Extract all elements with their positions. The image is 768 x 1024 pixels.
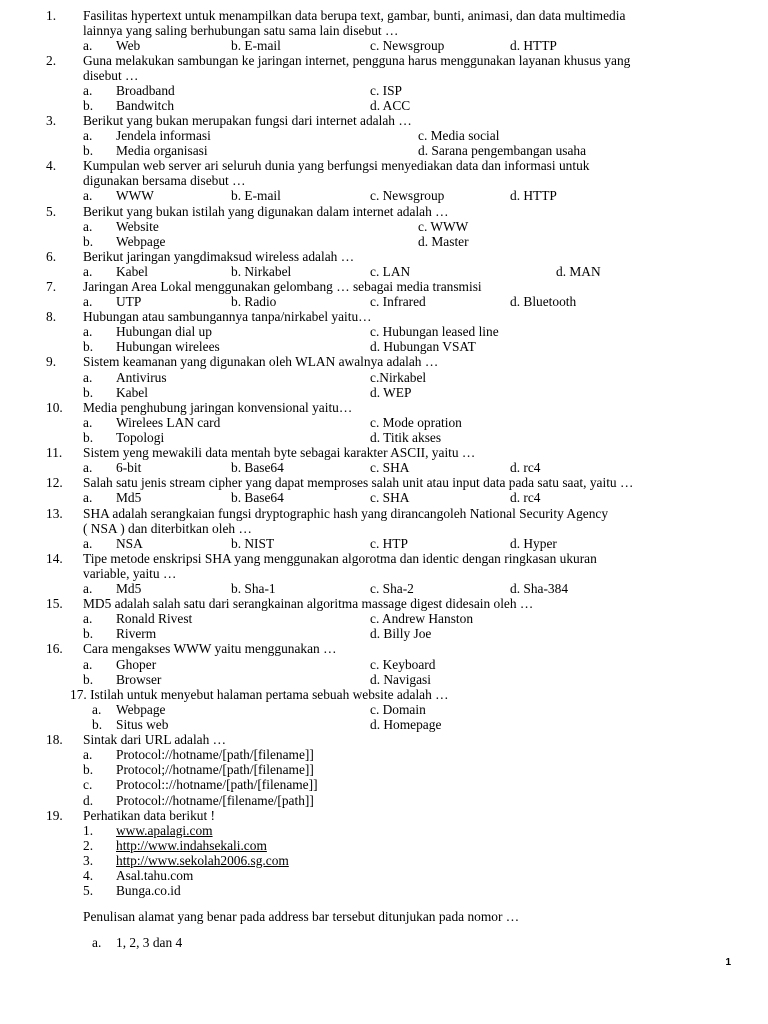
q10-option-a: Wirelees LAN card	[116, 415, 221, 430]
q15-option-b-label: b.	[83, 626, 94, 641]
q13-option-c: c. HTP	[370, 536, 408, 551]
q7-option-b: b. Radio	[231, 294, 277, 309]
q10-number: 10.	[46, 400, 63, 415]
q13-option-a: NSA	[116, 536, 143, 551]
q19-item-link[interactable]: www.apalagi.com	[116, 823, 213, 838]
q2-text-line1: Guna melakukan sambungan ke jaringan internet, pengguna harus menggunakan layanan khusus yang	[83, 53, 631, 68]
q6-option-a-label: a.	[83, 264, 93, 279]
q19-item-number: 1.	[83, 823, 94, 838]
q15-number: 15.	[46, 596, 63, 611]
q4-option-a-label: a.	[83, 188, 93, 203]
q19-option-a-label: a.	[92, 935, 102, 950]
q3-text-line1: Berikut yang bukan merupakan fungsi dari internet adalah …	[83, 113, 412, 128]
q17-text-line1: 17. Istilah untuk menyebut halaman pertama sebuah website adalah …	[70, 687, 449, 702]
q5-option-c: c. WWW	[418, 219, 469, 234]
q2-number: 2.	[46, 53, 57, 68]
q19-item-number: 3.	[83, 853, 94, 868]
q9-option-a-label: a.	[83, 370, 93, 385]
q12-number: 12.	[46, 475, 63, 490]
q13-number: 13.	[46, 506, 63, 521]
q12-option-b: b. Base64	[231, 490, 284, 505]
q1-option-b: b. E-mail	[231, 38, 281, 53]
q13-text-line1: SHA adalah serangkaian fungsi dryptographic hash yang dirancangoleh National Security Agency	[83, 506, 609, 521]
q7-option-a-label: a.	[83, 294, 93, 309]
q2-option-a: Broadband	[116, 83, 175, 98]
q9-option-b: Kabel	[116, 385, 148, 400]
q1-option-d: d. HTTP	[510, 38, 557, 53]
q11-text-line1: Sistem yeng mewakili data mentah byte sebagai karakter ASCII, yaitu …	[83, 445, 476, 460]
q10-option-d: d. Titik akses	[370, 430, 442, 445]
q4-option-c: c. Newsgroup	[370, 188, 445, 203]
q8-number: 8.	[46, 309, 57, 324]
q7-text-line1: Jaringan Area Lokal menggunakan gelombang … sebagai media transmisi	[83, 279, 482, 294]
q9-text-line1: Sistem keamanan yang digunakan oleh WLAN awalnya adalah …	[83, 354, 439, 369]
q1-text-line2: lainnya yang saling berhubungan satu sama lain disebut …	[83, 23, 399, 38]
q11-option-b: b. Base64	[231, 460, 284, 475]
q1-option-c: c. Newsgroup	[370, 38, 445, 53]
q6-number: 6.	[46, 249, 57, 264]
q15-option-a: Ronald Rivest	[116, 611, 193, 626]
q18-option-c-label: c.	[83, 777, 93, 792]
q14-option-a-label: a.	[83, 581, 93, 596]
q18-option-c: Protocol:://hotname/[path/[filename]]	[116, 777, 318, 792]
q16-text-line1: Cara mengakses WWW yaitu menggunakan …	[83, 641, 337, 656]
q7-option-c: c. Infrared	[370, 294, 426, 309]
q10-option-b: Topologi	[116, 430, 165, 445]
q12-option-d: d. rc4	[510, 490, 541, 505]
q18-number: 18.	[46, 732, 63, 747]
q14-text-line2: variable, yaitu …	[83, 566, 177, 581]
q16-option-a-label: a.	[83, 657, 93, 672]
q6-option-c: c. LAN	[370, 264, 411, 279]
q2-option-c: c. ISP	[370, 83, 402, 98]
q13-option-a-label: a.	[83, 536, 93, 551]
q8-option-a-label: a.	[83, 324, 93, 339]
q7-option-a: UTP	[116, 294, 142, 309]
q6-option-a: Kabel	[116, 264, 148, 279]
q11-option-c: c. SHA	[370, 460, 410, 475]
q6-option-d: d. MAN	[556, 264, 601, 279]
q8-option-b-label: b.	[83, 339, 94, 354]
q18-option-d-label: d.	[83, 793, 94, 808]
q2-option-a-label: a.	[83, 83, 93, 98]
q16-option-a: Ghoper	[116, 657, 157, 672]
q15-option-c: c. Andrew Hanston	[370, 611, 474, 626]
q5-option-a-label: a.	[83, 219, 93, 234]
q7-number: 7.	[46, 279, 57, 294]
q18-option-b-label: b.	[83, 762, 94, 777]
q19-option-a: 1, 2, 3 dan 4	[116, 935, 183, 950]
q8-option-d: d. Hubungan VSAT	[370, 339, 476, 354]
q19-item-number: 5.	[83, 883, 94, 898]
q4-option-d: d. HTTP	[510, 188, 557, 203]
q12-option-a: Md5	[116, 490, 142, 505]
q3-option-d: d. Sarana pengembangan usaha	[418, 143, 587, 158]
q18-text-line1: Sintak dari URL adalah …	[83, 732, 227, 747]
q17-option-a: Webpage	[116, 702, 166, 717]
q9-option-c: c.Nirkabel	[370, 370, 427, 385]
q4-option-a: WWW	[116, 188, 154, 203]
q18-option-a-label: a.	[83, 747, 93, 762]
q12-option-c: c. SHA	[370, 490, 410, 505]
q2-text-line2: disebut …	[83, 68, 139, 83]
q16-option-d: d. Navigasi	[370, 672, 431, 687]
q6-option-b: b. Nirkabel	[231, 264, 292, 279]
q9-number: 9.	[46, 354, 57, 369]
q13-text-line2: ( NSA ) dan diterbitkan oleh …	[83, 521, 252, 536]
q15-option-a-label: a.	[83, 611, 93, 626]
q19-item-text: Asal.tahu.com	[116, 868, 194, 883]
q4-number: 4.	[46, 158, 57, 173]
q15-text-line1: MD5 adalah salah satu dari serangkainan algoritma massage digest didesain oleh …	[83, 596, 534, 611]
q8-option-c: c. Hubungan leased line	[370, 324, 499, 339]
q10-option-b-label: b.	[83, 430, 94, 445]
q4-option-b: b. E-mail	[231, 188, 281, 203]
q16-number: 16.	[46, 641, 63, 656]
q5-option-a: Website	[116, 219, 159, 234]
q9-option-a: Antivirus	[116, 370, 167, 385]
q14-option-a: Md5	[116, 581, 142, 596]
q1-option-a-label: a.	[83, 38, 93, 53]
q3-option-b-label: b.	[83, 143, 94, 158]
q10-option-c: c. Mode opration	[370, 415, 462, 430]
q14-text-line1: Tipe metode enskripsi SHA yang menggunakan algorotma dan identic dengan ringkasan ukuran	[83, 551, 597, 566]
q3-option-a-label: a.	[83, 128, 93, 143]
q19-question: Penulisan alamat yang benar pada address bar tersebut ditunjukan pada nomor …	[83, 909, 520, 924]
q4-text-line1: Kumpulan web server ari seluruh dunia yang berfungsi menyediakan data dan informasi untuk	[83, 158, 590, 173]
q14-option-d: d. Sha-384	[510, 581, 569, 596]
q19-number: 19.	[46, 808, 63, 823]
q17-option-a-label: a.	[92, 702, 102, 717]
q18-option-d: Protocol://hotname/[filename/[path]]	[116, 793, 314, 808]
q12-option-a-label: a.	[83, 490, 93, 505]
q1-number: 1.	[46, 8, 57, 23]
q2-option-b-label: b.	[83, 98, 94, 113]
q18-option-a: Protocol://hotname/[path/[filename]]	[116, 747, 314, 762]
q17-option-c: c. Domain	[370, 702, 426, 717]
q5-number: 5.	[46, 204, 57, 219]
q19-item-number: 4.	[83, 868, 94, 883]
q17-option-d: d. Homepage	[370, 717, 442, 732]
q9-option-d: d. WEP	[370, 385, 412, 400]
q5-option-d: d. Master	[418, 234, 469, 249]
q14-number: 14.	[46, 551, 63, 566]
q19-item-link[interactable]: http://www.indahsekali.com	[116, 838, 267, 853]
q14-option-b: b. Sha-1	[231, 581, 276, 596]
q13-option-d: d. Hyper	[510, 536, 557, 551]
q3-option-c: c. Media social	[418, 128, 500, 143]
q2-option-d: d. ACC	[370, 98, 411, 113]
q8-text-line1: Hubungan atau sambungannya tanpa/nirkabel yaitu…	[83, 309, 372, 324]
q7-option-d: d. Bluetooth	[510, 294, 577, 309]
q11-option-d: d. rc4	[510, 460, 541, 475]
q19-item-link[interactable]: http://www.sekolah2006.sg.com	[116, 853, 289, 868]
page-number: 1	[725, 957, 731, 968]
q17-option-b: Situs web	[116, 717, 169, 732]
q16-option-c: c. Keyboard	[370, 657, 436, 672]
q12-text-line1: Salah satu jenis stream cipher yang dapat memproses salah unit atau input data pada satu saat, yaitu …	[83, 475, 634, 490]
q5-option-b: Webpage	[116, 234, 166, 249]
q4-text-line2: digunakan bersama disebut …	[83, 173, 246, 188]
q11-option-a-label: a.	[83, 460, 93, 475]
q19-item-number: 2.	[83, 838, 94, 853]
q14-option-c: c. Sha-2	[370, 581, 414, 596]
q16-option-b: Browser	[116, 672, 162, 687]
q10-text-line1: Media penghubung jaringan konvensional yaitu…	[83, 400, 353, 415]
q13-option-b: b. NIST	[231, 536, 275, 551]
q8-option-a: Hubungan dial up	[116, 324, 212, 339]
q5-option-b-label: b.	[83, 234, 94, 249]
q17-option-b-label: b.	[92, 717, 103, 732]
q10-option-a-label: a.	[83, 415, 93, 430]
q3-option-b: Media organisasi	[116, 143, 208, 158]
q1-option-a: Web	[116, 38, 141, 53]
q18-option-b: Protocol;//hotname/[path/[filename]]	[116, 762, 314, 777]
q15-option-b: Riverm	[116, 626, 157, 641]
q19-text-line1: Perhatikan data berikut !	[83, 808, 215, 823]
q5-text-line1: Berikut yang bukan istilah yang digunakan dalam internet adalah …	[83, 204, 449, 219]
q6-text-line1: Berikut jaringan yangdimaksud wireless adalah …	[83, 249, 355, 264]
q1-text-line1: Fasilitas hypertext untuk menampilkan data berupa text, gambar, bunti, animasi, dan data multimedia	[83, 8, 626, 23]
q11-number: 11.	[46, 445, 63, 460]
q3-number: 3.	[46, 113, 57, 128]
q9-option-b-label: b.	[83, 385, 94, 400]
q19-item-text: Bunga.co.id	[116, 883, 181, 898]
q15-option-d: d. Billy Joe	[370, 626, 432, 641]
q2-option-b: Bandwitch	[116, 98, 175, 113]
q16-option-b-label: b.	[83, 672, 94, 687]
q11-option-a: 6-bit	[116, 460, 142, 475]
q8-option-b: Hubungan wirelees	[116, 339, 220, 354]
q3-option-a: Jendela informasi	[116, 128, 211, 143]
